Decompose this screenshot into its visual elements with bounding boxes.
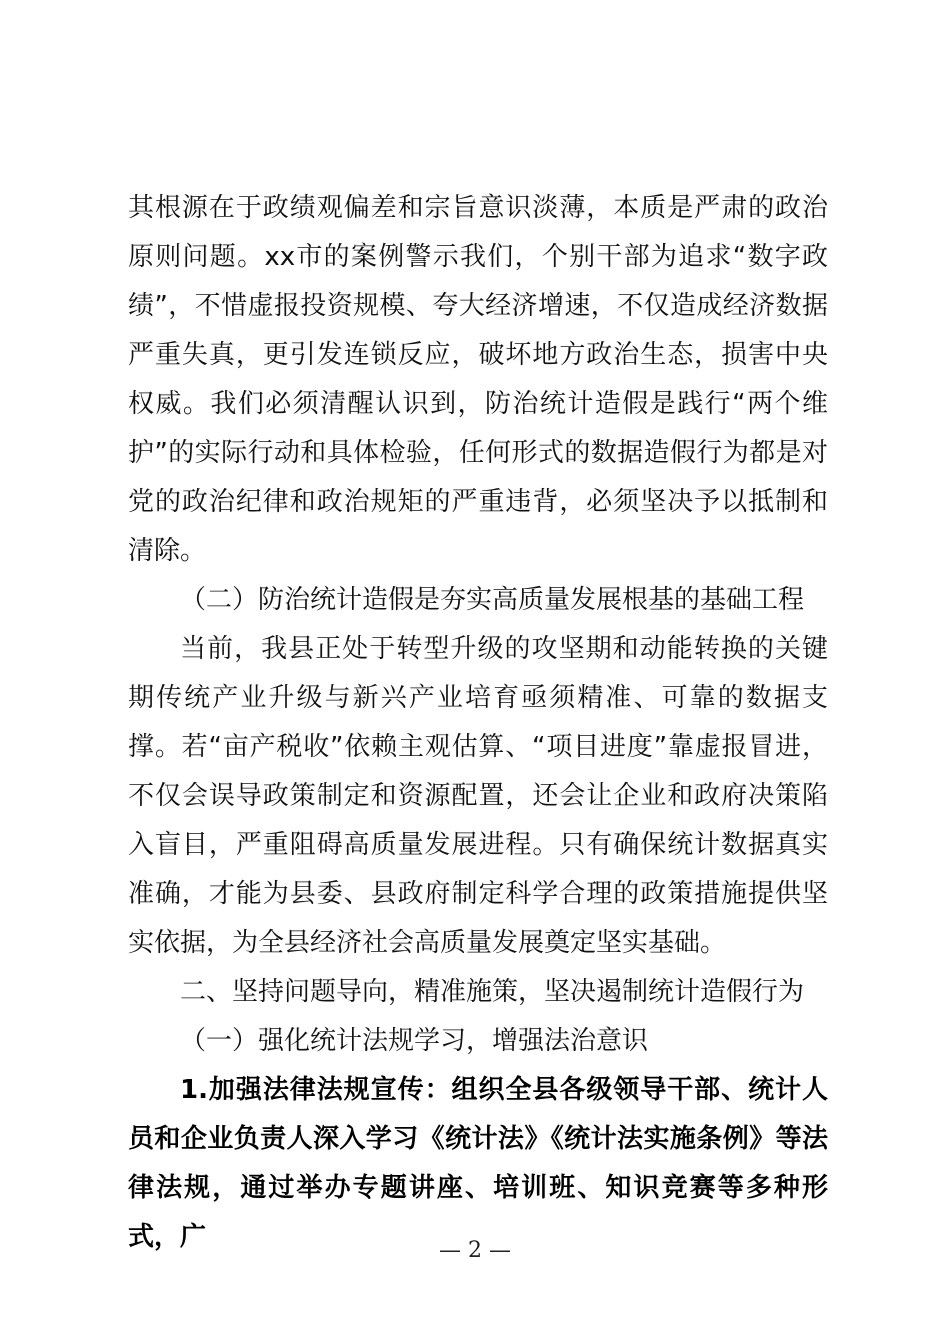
body-paragraph-development: 当前，我县正处于转型升级的攻坚期和动能转换的关键期传统产业升级与新兴产业培育亟须精准、可靠的数据支撑。若“亩产税收”依赖主观估算、“项目进度”靠虚报冒进，不仅会误导政策制定和资源配置，还会让企业和政府决策陷入盲目，严重阻碍高质量发展进程。只有确保统计数据真实准确，才能为县委、县政府制定科学合理的政策措施提供坚实依据，为全县经济社会高质量发展奠定坚实基础。 [128,634,828,958]
page-number: — 2 — [439,1238,511,1263]
chapter-heading-2: 二、坚持问题导向，精准施策，坚决遏制统计造假行为 [180,977,805,1007]
section-heading-1: （一）强化统计法规学习，增强法治意识 [180,1026,649,1056]
bold-item-1: 1.加强法律法规宣传：组织全县各级领导干部、统计人员和企业负责人深入学习《统计法》《统计法实施条例》等法律法规，通过举办专题讲座、培训班、知识竞赛等多种形式，广 [128,1075,828,1252]
section-heading-2: （二）防治统计造假是夯实高质量发展根基的基础工程 [180,585,805,615]
document-body [128,184,828,1262]
body-paragraph-continued: 其根源在于政绩观偏差和宗旨意识淡薄，本质是严肃的政治原则问题。xx市的案例警示我们，个别干部为追求“数字政绩”，不惜虚报投资规模、夸大经济增速，不仅造成经济数据严重失真，更引发连锁反应，破坏地方政治生态，损害中央权威。我们必须清醒认识到，防治统计造假是践行“两个维护”的实际行动和具体检验，任何形式的数据造假行为都是对党的政治纪律和政治规矩的严重违背，必须坚决予以抵制和清除。 [128,193,828,566]
